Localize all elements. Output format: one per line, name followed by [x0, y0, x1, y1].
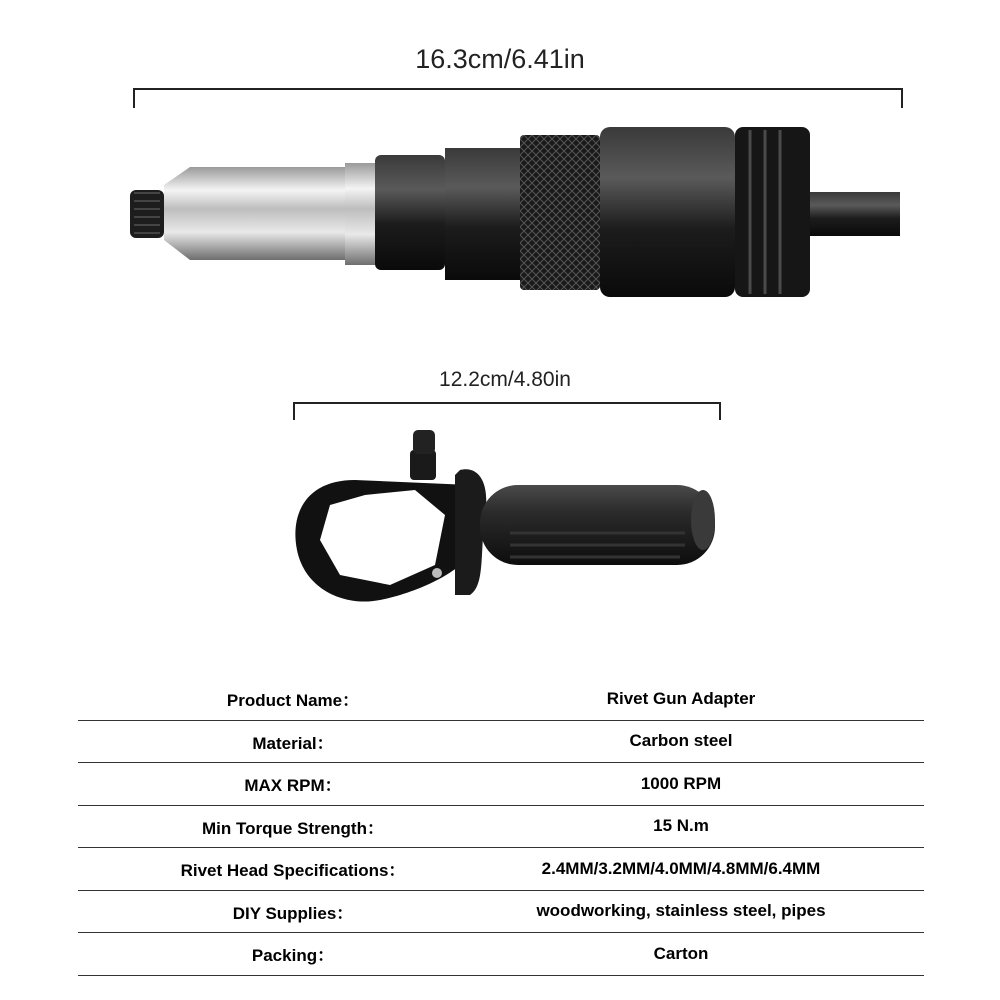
- spec-label: Material：: [252, 733, 334, 753]
- spec-row-diy-supplies: [78, 891, 924, 934]
- spec-row-packing: [78, 933, 924, 976]
- spec-row-rivet-head: [78, 848, 924, 891]
- adapter-length-bracket: [133, 88, 903, 108]
- spec-label: Packing：: [251, 946, 335, 966]
- spec-row-min-torque: [78, 806, 924, 849]
- spec-value: woodworking, stainless steel, pipes: [536, 901, 826, 921]
- spec-label: Product Name：: [226, 691, 360, 711]
- spec-label: DIY Supplies：: [232, 903, 354, 923]
- handle-length-bracket: [293, 402, 721, 420]
- adapter-length-label: 16.3cm/6.41in: [415, 44, 585, 74]
- spec-value: Carton: [653, 943, 709, 963]
- handle-length-label: 12.2cm/4.80in: [439, 368, 571, 391]
- spec-label: MAX RPM：: [244, 776, 342, 796]
- spec-value: 15 N.m: [653, 816, 709, 836]
- side-handle-image: [285, 425, 725, 615]
- rivet-gun-adapter-image: [120, 115, 910, 305]
- spec-value: 1000 RPM: [640, 773, 722, 793]
- specification-table: [78, 678, 924, 976]
- spec-label: Min Torque Strength：: [202, 818, 384, 838]
- spec-row-max-rpm: [78, 763, 924, 806]
- spec-row-material: [78, 721, 924, 764]
- spec-value: Rivet Gun Adapter: [606, 688, 756, 708]
- spec-value: 2.4MM/3.2MM/4.0MM/4.8MM/6.4MM: [541, 858, 821, 878]
- spec-label: Rivet Head Specifications：: [180, 861, 406, 881]
- spec-value: Carbon steel: [629, 731, 733, 751]
- spec-row-product-name: [78, 678, 924, 721]
